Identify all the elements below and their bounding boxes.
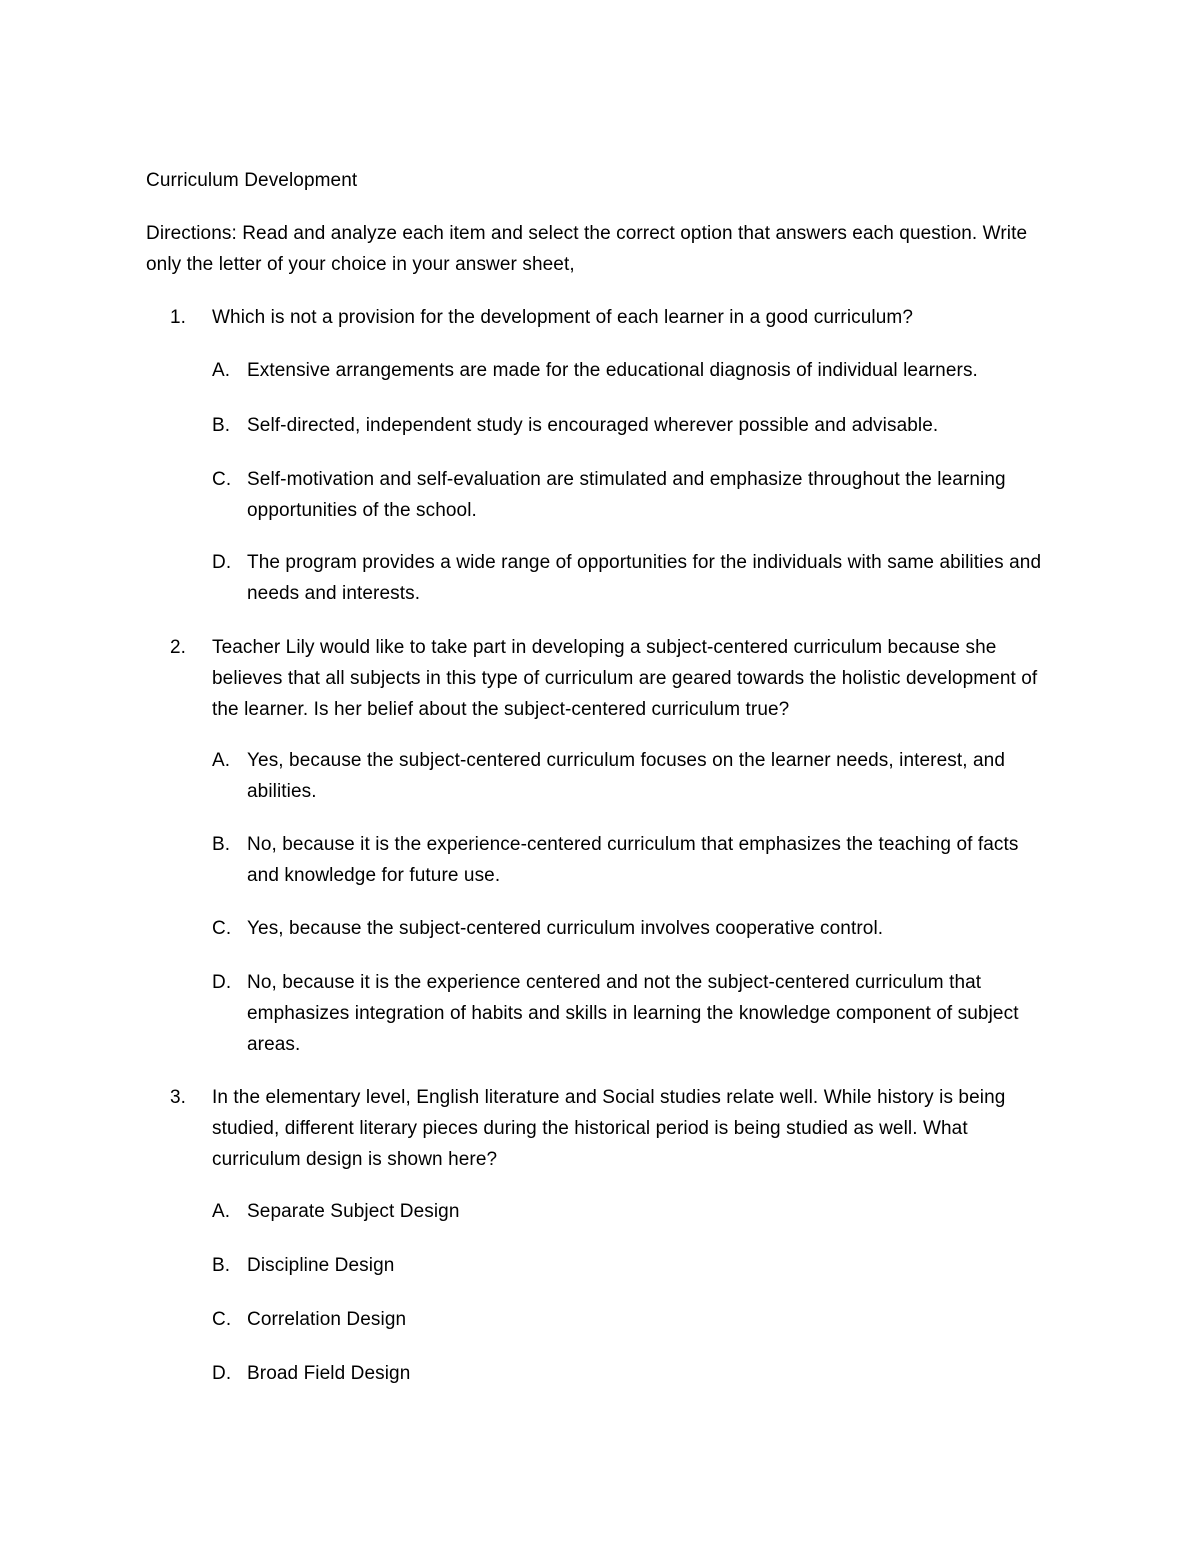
option-letter: C.	[212, 918, 232, 939]
option-letter: C.	[212, 469, 232, 490]
page-title: Curriculum Development	[146, 170, 358, 191]
question-1-option-b	[212, 410, 1052, 441]
option-letter: C.	[212, 1309, 232, 1330]
question-2-option-d	[212, 967, 1052, 1060]
question-3-option-b	[212, 1250, 1052, 1281]
question-number: 2.	[170, 637, 187, 658]
option-letter: B.	[212, 1255, 231, 1276]
question-3-option-d	[212, 1358, 1052, 1389]
option-letter: D.	[212, 972, 232, 993]
option-letter: D.	[212, 1363, 232, 1384]
option-text: No, because it is the experience centered and not the subject-centered curriculum that emphasizes integration of habits and skills in learning the knowledge component of subject areas.	[247, 972, 1019, 1055]
question-1-option-a	[212, 355, 1052, 386]
question-1	[170, 302, 1060, 333]
question-number: 3.	[170, 1087, 187, 1108]
option-text: Broad Field Design	[247, 1363, 411, 1384]
option-text: Self-motivation and self-evaluation are stimulated and emphasize throughout the learning opportunities of the school.	[247, 469, 1006, 521]
directions-text: Directions: Read and analyze each item and select the correct option that answers each question. Write only the letter of your choice in your answer sheet,	[146, 223, 1028, 275]
question-text: Which is not a provision for the development of each learner in a good curriculum?	[212, 307, 914, 328]
option-letter: D.	[212, 552, 232, 573]
option-text: Extensive arrangements are made for the educational diagnosis of individual learners.	[247, 360, 978, 381]
option-text: Self-directed, independent study is encouraged wherever possible and advisable.	[247, 415, 939, 436]
option-letter: B.	[212, 834, 231, 855]
question-1-option-c	[212, 464, 1052, 526]
option-letter: A.	[212, 750, 231, 771]
question-1-option-d	[212, 547, 1052, 609]
option-text: Separate Subject Design	[247, 1201, 460, 1222]
question-text: In the elementary level, English literature and Social studies relate well. While history is being studied, different literary pieces during the historical period is being studied as well. What curriculum design is shown here?	[212, 1087, 1006, 1170]
question-2	[170, 632, 1060, 725]
question-3-option-c	[212, 1304, 1052, 1335]
question-3	[170, 1082, 1060, 1175]
question-text: Teacher Lily would like to take part in developing a subject-centered curriculum because she believes that all subjects in this type of curriculum are geared towards the holistic development of the learner. Is her belief about the subject-centered curriculum true?	[212, 637, 1038, 720]
option-text: Discipline Design	[247, 1255, 395, 1276]
question-2-option-b	[212, 829, 1052, 891]
question-3-option-a	[212, 1196, 1052, 1227]
option-text: Yes, because the subject-centered curriculum involves cooperative control.	[247, 918, 884, 939]
question-number: 1.	[170, 307, 187, 328]
option-text: The program provides a wide range of opportunities for the individuals with same abilities and needs and interests.	[247, 552, 1042, 604]
option-text: Correlation Design	[247, 1309, 407, 1330]
question-2-option-c	[212, 913, 1052, 944]
option-letter: A.	[212, 1201, 231, 1222]
option-text: No, because it is the experience-centered curriculum that emphasizes the teaching of facts and knowledge for future use.	[247, 834, 1019, 886]
option-text: Yes, because the subject-centered curriculum focuses on the learner needs, interest, and abilities.	[247, 750, 1005, 802]
option-letter: A.	[212, 360, 231, 381]
option-letter: B.	[212, 415, 231, 436]
question-2-option-a	[212, 745, 1052, 807]
